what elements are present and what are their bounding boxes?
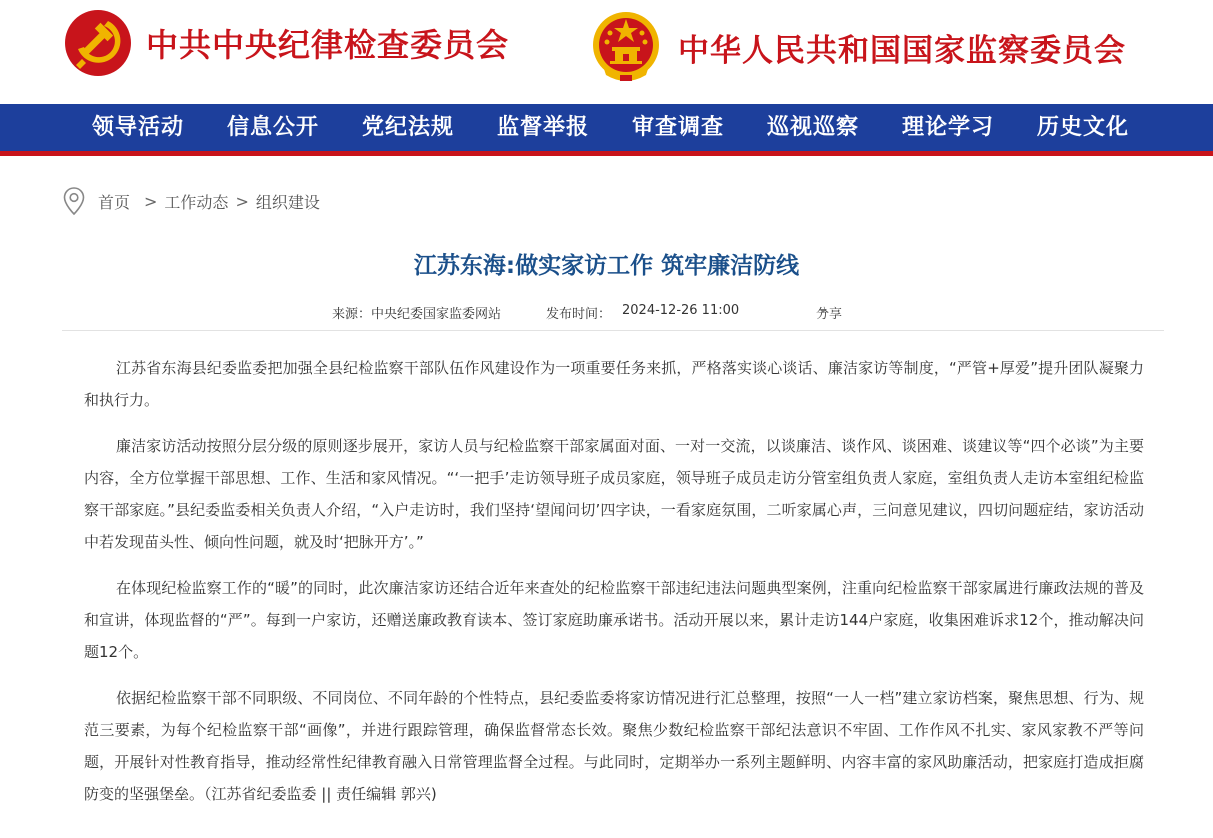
party-emblem-icon bbox=[64, 9, 132, 77]
nav-item-history[interactable]: 历史文化 bbox=[1037, 114, 1130, 140]
breadcrumb-home[interactable]: 首页 bbox=[98, 192, 131, 212]
nav-red-stripe bbox=[0, 151, 1213, 156]
nav-item-theory[interactable]: 理论学习 bbox=[902, 114, 995, 140]
share-label: 分享 bbox=[816, 307, 843, 322]
nav-item-inspection[interactable]: 巡视巡察 bbox=[767, 114, 860, 140]
ccdi-brand[interactable] bbox=[64, 9, 509, 77]
location-pin-icon bbox=[62, 186, 86, 216]
breadcrumb-work-news[interactable]: 工作动态 bbox=[164, 192, 229, 212]
meta-divider bbox=[62, 330, 1164, 331]
nav-item-regulations[interactable]: 党纪法规 bbox=[362, 114, 455, 140]
nav-item-leadership[interactable]: 领导活动 bbox=[92, 114, 185, 140]
publish-time: 2024-12-26 11:00 bbox=[622, 303, 740, 318]
article-paragraph: 在体现纪检监察工作的“暖”的同时，此次廉洁家访还结合近年来查处的纪检监察干部违纪违法问题典型案例，注重向纪检监察干部家属进行廉政法规的普及和宣讲，体现监督的“严”。每到一户家访，还赠送廉政教育读本、签订家庭助廉承诺书。活动开展以来，累计走访144户家庭，收集困难诉求12个，推动解决问题12个。 bbox=[84, 579, 1144, 661]
breadcrumb-separator: > bbox=[144, 191, 158, 211]
nav-item-investigation[interactable]: 审查调查 bbox=[632, 114, 725, 140]
breadcrumb-org-building[interactable]: 组织建设 bbox=[255, 192, 320, 212]
breadcrumb-separator: > bbox=[235, 191, 249, 211]
article-title: 江苏东海:做实家访工作 筑牢廉洁防线 bbox=[413, 253, 800, 279]
article-paragraph: 江苏省东海县纪委监委把加强全县纪检监察干部队伍作风建设作为一项重要任务来抓，严格落实谈心谈话、廉洁家访等制度，“严管+厚爱”提升团队凝聚力和执行力。 bbox=[84, 359, 1144, 409]
national-emblem-icon bbox=[590, 9, 662, 85]
main-nav bbox=[0, 104, 1213, 151]
nsc-title: 中华人民共和国国家监察委员会 bbox=[678, 32, 1126, 69]
article-body bbox=[84, 352, 1144, 824]
breadcrumb bbox=[62, 185, 320, 217]
article-paragraph: 廉洁家访活动按照分层分级的原则逐步展开，家访人员与纪检监察干部家属面对面、一对一交流，以谈廉洁、谈作风、谈困难、谈建议等“四个必谈”为主要内容，全方位掌握干部思想、工作、生活和家风情况。“‘一把手’走访领导班子成员家庭，领导班子成员走访分管室组负责人家庭，室组负责人走访本室组纪检监察干部家庭。”县纪委监委相关负责人介绍，“入户走访时，我们坚持‘望闻问切’四字诀，一看家庭氛围，二听家属心声，三问意见建议，四切问题症结，家访活动中若发现苗头性、倾向性问题，就及时‘把脉开方’。” bbox=[84, 437, 1144, 551]
nav-item-report[interactable]: 监督举报 bbox=[497, 114, 590, 140]
ccdi-title: 中共中央纪律检查委员会 bbox=[146, 26, 510, 64]
article-source: 来源：中央纪委国家监委网站 bbox=[332, 307, 502, 322]
publish-label: 发布时间： bbox=[546, 307, 612, 322]
nav-item-information[interactable]: 信息公开 bbox=[227, 114, 320, 140]
nsc-brand[interactable] bbox=[590, 9, 1126, 85]
article-paragraph: 依据纪检监察干部不同职级、不同岗位、不同年龄的个性特点，县纪委监委将家访情况进行汇总整理，按照“一人一档”建立家访档案，聚焦思想、行为、规范三要素，为每个纪检监察干部“画像”，并进行跟踪管理，确保监督常态长效。聚焦少数纪检监察干部纪法意识不牢固、工作作风不扎实、家风家教不严等问题，开展针对性教育指导，推动经常性纪律教育融入日常管理监督全过程。与此同时，定期举办一系列主题鲜明、内容丰富的家风助廉活动，把家庭打造成拒腐防变的坚强堡垒。（江苏省纪委监委 || 责任编辑 郭兴) bbox=[84, 689, 1144, 803]
site-header bbox=[0, 0, 1213, 104]
share-button[interactable] bbox=[816, 303, 843, 322]
